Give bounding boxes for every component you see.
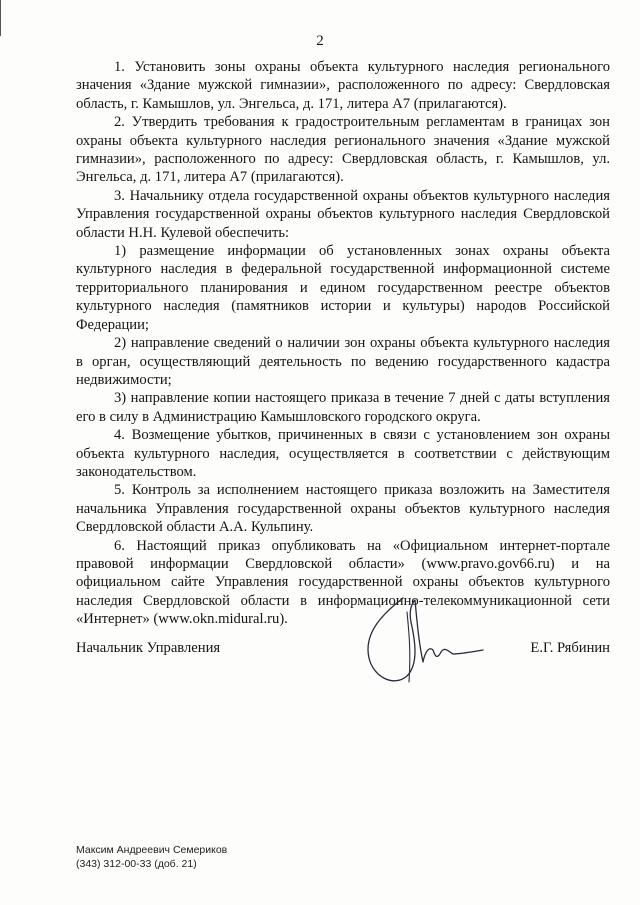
page-number: 2 bbox=[316, 33, 324, 49]
executor-name: Максим Андреевич Семериков bbox=[76, 844, 228, 856]
scan-edge-mark bbox=[0, 0, 1, 36]
signatory-name: Е.Г. Рябинин bbox=[530, 640, 610, 656]
order-subitem-2: 2) направление сведений о наличии зон охраны объекта культурного наследия в орган, осуществляющий деятельность по ведению государственного кадастра недвижимости; bbox=[76, 335, 610, 388]
order-subitem-1: 1) размещение информации об установленных зонах охраны объекта культурного наследия в федеральной государственной информационной системе территориального планирования и едином государственном реестре объектов культурного наследия (памятников истории и культуры) народов Российской Федерации; bbox=[76, 243, 610, 333]
executor-phone: (343) 312-00-33 (доб. 21) bbox=[76, 858, 197, 870]
order-item-1: 1. Установить зоны охраны объекта культурного наследия регионального значения «Здание мужской гимназии», расположенного по адресу: Свердловская область, г. Камышлов, ул. Энгельса, д. 171, литера А7 (прилагаются). bbox=[76, 59, 610, 112]
order-subitem-3: 3) направление копии настоящего приказа в течение 7 дней с даты вступления его в силу в Администрацию Камышловского городского округа. bbox=[76, 390, 610, 425]
order-item-2: 2. Утвердить требования к градостроительным регламентам в границах зон охраны объекта культурного наследия регионального значения «Здание мужской гимназии», расположенного по адресу: Свердловская область, г. Камышлов, ул. Энгельса, д. 171, литера А7 (прилагаются). bbox=[76, 114, 610, 186]
order-item-3: 3. Начальнику отдела государственной охраны объектов культурного наследия Управления государственной охраны объектов культурного наследия Свердловской области Н.Н. Кулевой обеспечить: bbox=[76, 187, 610, 241]
signatory-position: Начальник Управления bbox=[76, 640, 221, 656]
order-item-6: 6. Настоящий приказ опубликовать на «Официальном интернет-портале правовой информации Свердловской области» (www.pravo.gov66.ru) и на официальном сайте Управления государственной охраны объектов культурного наследия Свердловской области в информационно-телекоммуникационной сети «Интернет» (www.okn.midural.ru). bbox=[76, 537, 610, 628]
executor-contact bbox=[76, 843, 227, 871]
order-body bbox=[76, 58, 610, 629]
order-item-5: 5. Контроль за исполнением настоящего приказа возложить на Заместителя начальника Управления государственной охраны объектов культурного наследия Свердловской области А.А. Кульпину. bbox=[76, 482, 610, 536]
order-item-4: 4. Возмещение убытков, причиненных в связи с установлением зон охраны объекта культурного наследия, осуществляется в соответствии с действующим законодательством. bbox=[76, 427, 610, 480]
handwritten-signature bbox=[345, 592, 495, 692]
